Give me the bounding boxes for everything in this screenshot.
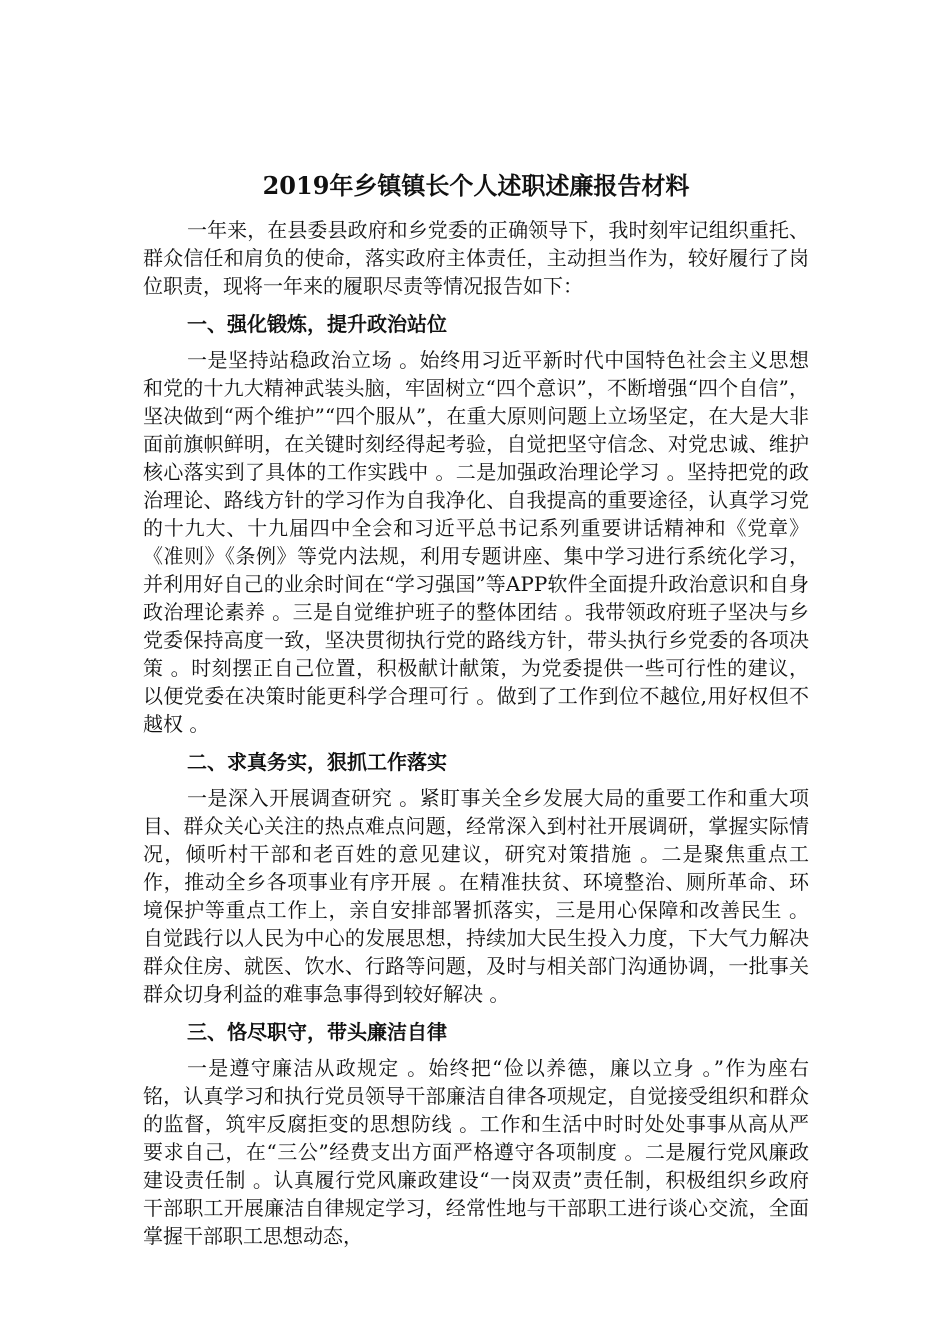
intro-paragraph: 一年来，在县委县政府和乡党委的正确领导下，我时刻牢记组织重托、群众信任和肩负的使命，落实政府主体责任，主动担当作为，较好履行了岗位职责，现将一年来的履职尽责等情况报告如下： bbox=[143, 218, 809, 298]
section-3-paragraph: 一是遵守廉洁从政规定 。始终把“俭以养德，廉以立身 。”作为座右铭，认真学习和执行党员领导干部廉洁自律各项规定，自觉接受组织和群众的监督，筑牢反腐拒变的思想防线 。工作和生活中时时处处事事从高从严要求自己，在“三公”经费支出方面严格遵守各项制度 。二是履行党风廉政建设责任制 。认真履行党风廉政建设“一岗双责”责任制，积极组织乡政府干部职工开展廉洁自律规定学习，经常性地与干部职工进行谈心交流，全面掌握干部职工思想动态， bbox=[143, 1056, 809, 1248]
section-1-paragraph: 一是坚持站稳政治立场 。始终用习近平新时代中国特色社会主义思想和党的十九大精神武装头脑，牢固树立“四个意识”，不断增强“四个自信”，坚决做到“两个维护”“四个服从”，在重大原则问题上立场坚定，在大是大非面前旗帜鲜明，在关键时刻经得起考验，自觉把坚守信念、对党忠诚、维护核心落实到了具体的工作实践中 。二是加强政治理论学习 。坚持把党的政治理论、路线方针的学习作为自我净化、自我提高的重要途径，认真学习党的十九大、十九届四中全会和习近平总书记系列重要讲话精神和《党章》《准则》《条例》等党内法规，利用专题讲座、集中学习进行系统化学习，并利用好自己的业余时间在“学习强国”等APP软件全面提升政治意识和自身政治理论素养 。三是自觉维护班子的整体团结 。我带领政府班子坚决与乡党委保持高度一致，坚决贯彻执行党的路线方针，带头执行乡党委的各项决策 。时刻摆正自己位置，积极献计献策，为党委提供一些可行性的建议，以便党委在决策时能更科学合理可行 。做到了工作到位不越位,用好权但不越权 。 bbox=[143, 348, 809, 736]
document-title: 2019年乡镇镇长个人述职述廉报告材料 bbox=[262, 171, 690, 200]
section-3-heading: 三、恪尽职守，带头廉洁自律 bbox=[187, 1020, 447, 1044]
section-1-heading: 一、强化锻炼，提升政治站位 bbox=[187, 312, 447, 336]
section-2-heading: 二、求真务实，狠抓工作落实 bbox=[187, 750, 447, 774]
document-body bbox=[143, 168, 809, 1250]
section-2-paragraph: 一是深入开展调查研究 。紧盯事关全乡发展大局的重要工作和重大项目、群众关心关注的热点难点问题，经常深入到村社开展调研，掌握实际情况，倾听村干部和老百姓的意见建议，研究对策措施 。二是聚焦重点工作，推动全乡各项事业有序开展 。在精准扶贫、环境整治、厕所革命、环境保护等重点工作上，亲自安排部署抓落实，三是用心保障和改善民生 。自觉践行以人民为中心的发展思想，持续加大民生投入力度，下大气力解决群众住房、就医、饮水、行路等问题，及时与相关部门沟通协调，一批事关群众切身利益的难事急事得到较好解决 。 bbox=[143, 786, 809, 1006]
